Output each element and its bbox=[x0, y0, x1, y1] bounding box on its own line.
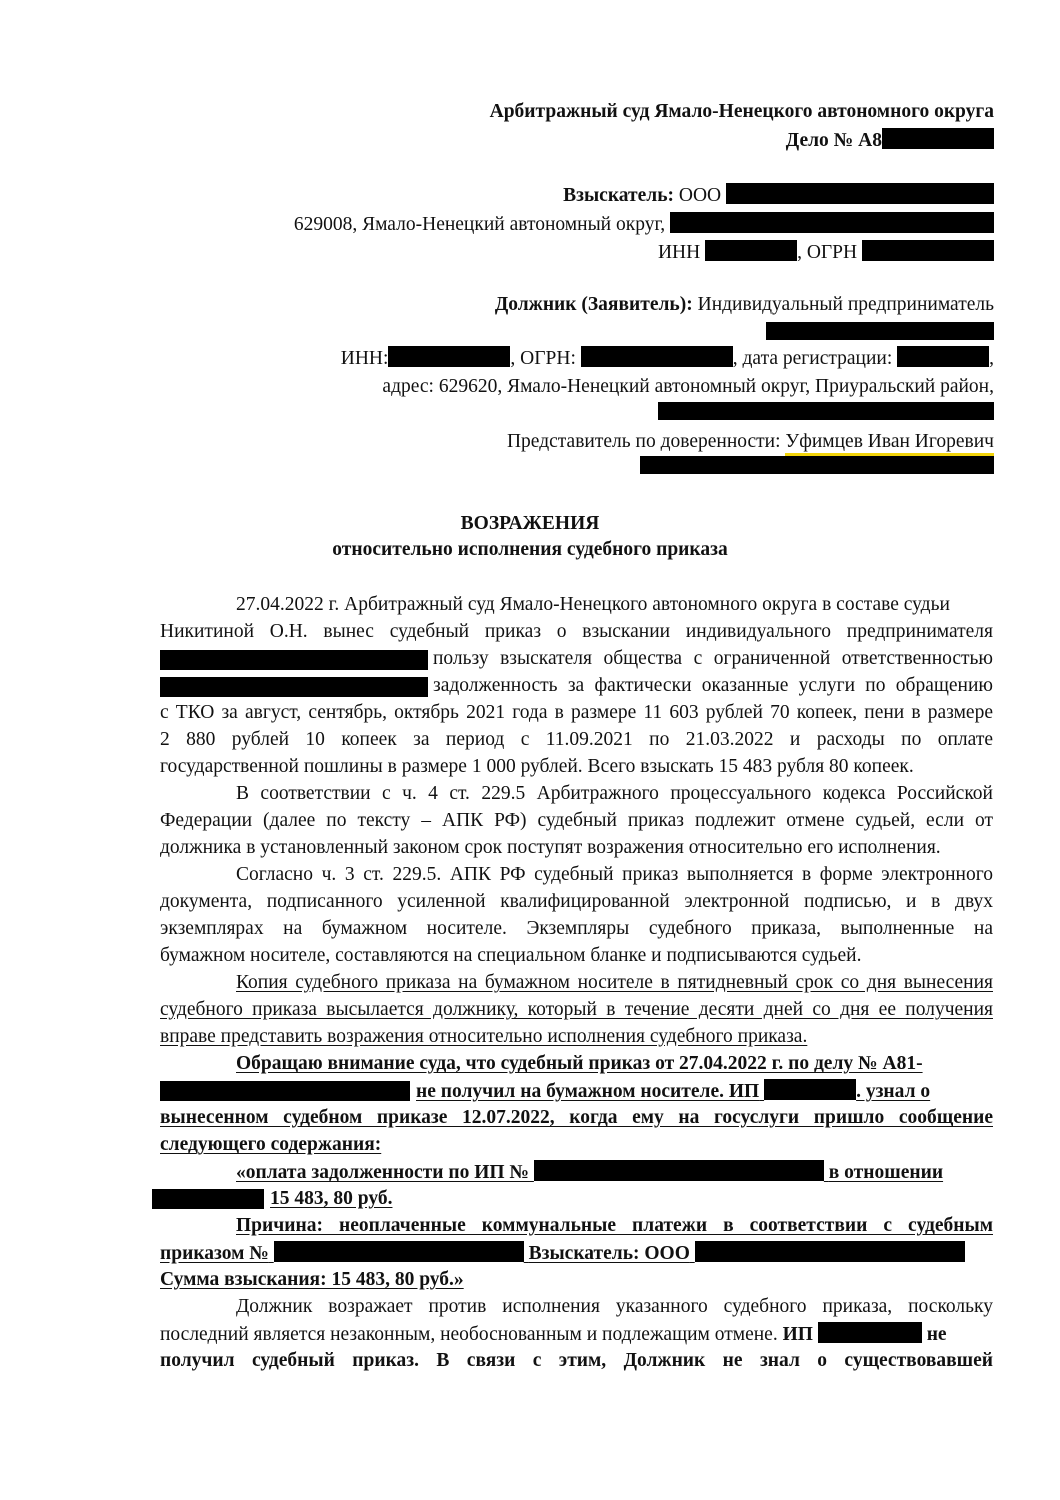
p1-line3-text: пользу взыскателя общества с ограниченной ответственностью bbox=[433, 648, 993, 669]
debtor-reg-label: , дата регистрации: bbox=[732, 348, 893, 369]
p7-line3: Сумма взыскания: 15 483, 80 руб.» bbox=[160, 1269, 464, 1290]
p3-line1-text: Согласно ч. 3 ст. 229.5. АПК РФ судебный приказ выполняется в форме электронного bbox=[236, 864, 993, 885]
claimant-address-line bbox=[294, 212, 994, 237]
p8-line2-a: последний является незаконным, необоснованным и подлежащим отмене. bbox=[160, 1324, 778, 1345]
p5-line3: вынесенном судебном приказе 12.07.2022, когда ему на госуслуги пришло сообщение bbox=[160, 1107, 993, 1128]
p3-line4: бумажном носителе, составляются на специальном бланке и подписываются судьей. bbox=[160, 945, 862, 966]
p4-line1 bbox=[236, 971, 993, 995]
p1-line5: с ТКО за август, сентябрь, октябрь 2021 года в размере 11 603 рублей 70 копеек, пени в размере bbox=[160, 702, 993, 723]
p7-line2 bbox=[160, 1241, 965, 1266]
case-label: Дело № bbox=[785, 130, 854, 151]
case-prefix: А8 bbox=[858, 130, 882, 151]
case-number bbox=[786, 128, 994, 153]
court-name: Арбитражный суд Ямало-Ненецкого автономного округа bbox=[489, 101, 994, 122]
debtor-line bbox=[495, 293, 994, 317]
p8-line1-text: Должник возражает против исполнения указанного судебного приказа, поскольку bbox=[236, 1296, 993, 1317]
p3-line2: документа, подписанного усиленной квалифицированной электронной подписью, и в двух bbox=[160, 891, 993, 912]
claimant-line bbox=[563, 183, 994, 208]
redaction bbox=[534, 1160, 824, 1181]
p1-line4-text: задолженность за фактически оказанные услуги по обращению bbox=[433, 675, 993, 696]
p1-line2: Никитиной О.Н. вынес судебный приказ о взыскании индивидуального предпринимателя bbox=[160, 621, 993, 642]
redaction bbox=[705, 240, 797, 261]
p1-line1: 27.04.2022 г. Арбитражный суд Ямало-Ненецкого автономного округа в составе судьи bbox=[236, 594, 950, 615]
p8-line3: получил судебный приказ. В связи с этим, Должник не знал о существовавшей bbox=[160, 1350, 993, 1371]
redaction bbox=[160, 677, 428, 697]
redaction bbox=[658, 402, 994, 420]
p3-line3: экземплярах на бумажном носителе. Экземпляры судебного приказа, выполненные на bbox=[160, 918, 993, 939]
p6-line1 bbox=[236, 1160, 943, 1185]
redaction bbox=[581, 346, 733, 367]
p1-line4 bbox=[433, 674, 993, 698]
p4-line3: вправе представить возражения относительно исполнения судебного приказа. bbox=[160, 1026, 808, 1047]
redaction bbox=[388, 346, 510, 367]
claimant-label: Взыскатель: bbox=[563, 185, 674, 206]
redaction bbox=[152, 1189, 264, 1209]
redaction bbox=[764, 1079, 856, 1100]
document-title: ВОЗРАЖЕНИЯ bbox=[460, 513, 600, 534]
document-subtitle: относительно исполнения судебного приказа bbox=[332, 539, 728, 560]
p5-line2-b: . узнал о bbox=[856, 1081, 931, 1102]
p4-line2: судебного приказа высылается должнику, который в течение десяти дней со дня ее получения bbox=[160, 999, 993, 1020]
debtor-ids-line: ИНН: , ОГРН: , дата регистрации: , bbox=[340, 348, 994, 369]
redaction bbox=[160, 650, 428, 670]
p7-line2-b: Взыскатель: ООО bbox=[528, 1243, 690, 1264]
redaction bbox=[766, 322, 994, 340]
debtor-address: адрес: 629620, Ямало-Ненецкий автономный округ, Приуральский район, bbox=[382, 376, 994, 397]
p8-line1 bbox=[236, 1295, 993, 1319]
claimant-address: 629008, Ямало-Ненецкий автономный округ, bbox=[293, 214, 666, 235]
p7-line2-a: приказом № bbox=[160, 1243, 269, 1264]
representative-name: Уфимцев Иван Игоревич bbox=[785, 431, 994, 456]
redaction bbox=[882, 128, 994, 149]
debtor-inn-label: ИНН: bbox=[340, 348, 389, 369]
p2-line1-text: В соответствии с ч. 4 ст. 229.5 Арбитражного процессуального кодекса Российской bbox=[236, 783, 993, 804]
claimant-ids-line bbox=[658, 240, 994, 265]
debtor-type: Индивидуальный предприниматель bbox=[697, 294, 994, 315]
p5-line1: Обращаю внимание суда, что судебный приказ от 27.04.2022 г. по делу № А81- bbox=[236, 1053, 923, 1074]
p2-line1 bbox=[236, 782, 993, 806]
redaction bbox=[670, 212, 994, 233]
p7-line1-text: Причина: неоплаченные коммунальные платежи в соответствии с судебным bbox=[236, 1215, 993, 1236]
p3-line1 bbox=[236, 863, 993, 887]
p6-line1-b: в отношении bbox=[828, 1162, 944, 1183]
representative-label: Представитель по доверенности: bbox=[506, 431, 781, 452]
redaction bbox=[818, 1322, 922, 1343]
debtor-label: Должник (Заявитель): bbox=[494, 294, 693, 315]
redaction bbox=[160, 1081, 410, 1101]
p6-line2: 15 483, 80 руб. bbox=[270, 1188, 393, 1209]
p5-line2 bbox=[416, 1079, 930, 1104]
redaction bbox=[726, 183, 994, 204]
p7-line1 bbox=[236, 1214, 993, 1238]
p8-line2-c: не bbox=[926, 1324, 947, 1345]
p8-line2 bbox=[160, 1322, 947, 1347]
p2-line3: должника в установленный законом срок поступят возражения относительно его исполнения. bbox=[160, 837, 941, 858]
claimant-org: ООО bbox=[678, 185, 722, 206]
p5-line4: следующего содержания: bbox=[160, 1134, 382, 1155]
p1-line7: государственной пошлины в размере 1 000 рублей. Всего взыскать 15 483 рубля 80 копеек. bbox=[160, 756, 914, 777]
p5-line2-a: не получил на бумажном носителе. ИП bbox=[416, 1081, 760, 1102]
claimant-ogrn-label: , ОГРН bbox=[797, 242, 858, 263]
debtor-ogrn-label: , ОГРН: bbox=[510, 348, 576, 369]
redaction bbox=[274, 1241, 524, 1262]
p6-line1-a: «оплата задолженности по ИП № bbox=[236, 1162, 530, 1183]
redaction bbox=[862, 240, 994, 261]
claimant-inn-label: ИНН bbox=[657, 242, 701, 263]
redaction bbox=[640, 456, 994, 474]
representative-line bbox=[507, 430, 994, 454]
p1-line6: 2 880 рублей 10 копеек за период с 11.09.2021 по 21.03.2022 и расходы по оплате bbox=[160, 729, 993, 750]
p4-line1-text: Копия судебного приказа на бумажном носителе в пятидневный срок со дня вынесения bbox=[236, 972, 993, 993]
redaction bbox=[897, 346, 989, 367]
p2-line2: Федерации (далее по тексту – АПК РФ) судебный приказ подлежит отмене судьей, если от bbox=[160, 810, 993, 831]
p8-line2-b: ИП bbox=[782, 1324, 813, 1345]
redaction bbox=[695, 1241, 965, 1262]
p1-line3 bbox=[433, 647, 993, 671]
